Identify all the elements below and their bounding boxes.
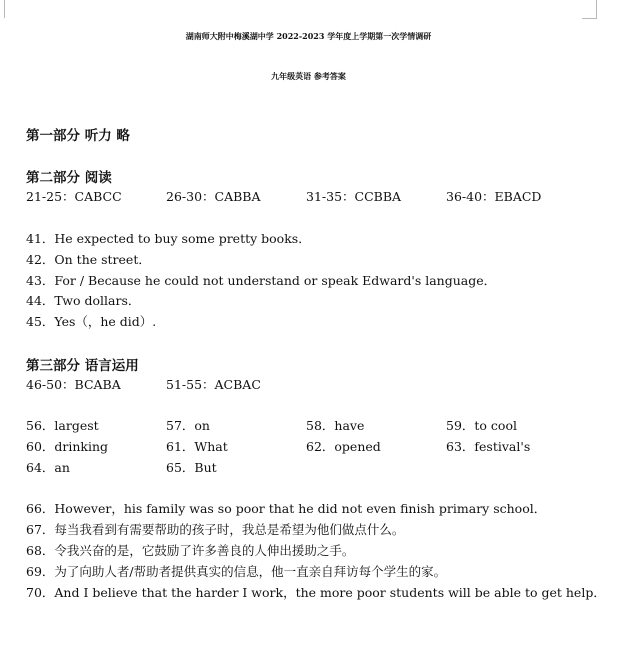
answer-66: 66．However，his family was so poor that he did not even finish primary school． bbox=[26, 501, 547, 516]
blank-answer: 62．opened bbox=[306, 439, 381, 454]
choice-group: 26-30：CABBA bbox=[166, 189, 261, 204]
answer-43: 43．For / Because he could not understand or speak Edward's language． bbox=[26, 273, 497, 288]
answer-67: 67．每当我看到有需要帮助的孩子时，我总是希望为他们做点什么。 bbox=[26, 522, 405, 537]
blank-answer: 57．on bbox=[166, 418, 210, 433]
part3-heading: 第三部分 语言运用 bbox=[26, 358, 139, 374]
part2-heading: 第二部分 阅读 bbox=[26, 170, 112, 186]
choice-group: 31-35：CCBBA bbox=[306, 189, 402, 204]
blank-answer: 59．to cool bbox=[446, 418, 517, 433]
answer-45: 45．Yes（，he did）. bbox=[26, 314, 157, 329]
answer-44: 44．Two dollars． bbox=[26, 293, 141, 308]
blank-answer: 56．largest bbox=[26, 418, 99, 433]
answer-70: 70．And I believe that the harder I work，the more poor students will be able to get help． bbox=[26, 585, 606, 600]
answer-42: 42．On the street． bbox=[26, 252, 151, 267]
answer-68: 68．令我兴奋的是，它鼓励了许多善良的人伸出援助之手。 bbox=[26, 543, 355, 558]
answer-69: 69．为了向助人者/帮助者提供真实的信息，他一直亲自拜访每个学生的家。 bbox=[26, 564, 447, 579]
blank-answer: 64．an bbox=[26, 460, 70, 475]
blank-answer: 60．drinking bbox=[26, 439, 109, 454]
blank-answer: 61．What bbox=[166, 439, 228, 454]
document-title: 湖南师大附中梅溪湖中学 2022-2023 学年度上学期第一次学情调研 bbox=[185, 31, 432, 41]
answer-41: 41．He expected to buy some pretty books． bbox=[26, 231, 311, 246]
document-subtitle: 九年级英语 参考答案 bbox=[271, 71, 346, 81]
choice-group: 51-55：ACBAC bbox=[166, 377, 261, 392]
page-corner-mark-left bbox=[0, 0, 5, 18]
choice-group: 46-50：BCABA bbox=[26, 377, 121, 392]
page-corner-mark-right bbox=[582, 0, 597, 19]
choice-group: 21-25：CABCC bbox=[26, 189, 122, 204]
blank-answer: 65．But bbox=[166, 460, 217, 475]
choice-group: 36-40：EBACD bbox=[446, 189, 542, 204]
blank-answer: 58．have bbox=[306, 418, 365, 433]
part1-heading: 第一部分 听力 略 bbox=[26, 128, 130, 144]
blank-answer: 63．festival's bbox=[446, 439, 531, 454]
